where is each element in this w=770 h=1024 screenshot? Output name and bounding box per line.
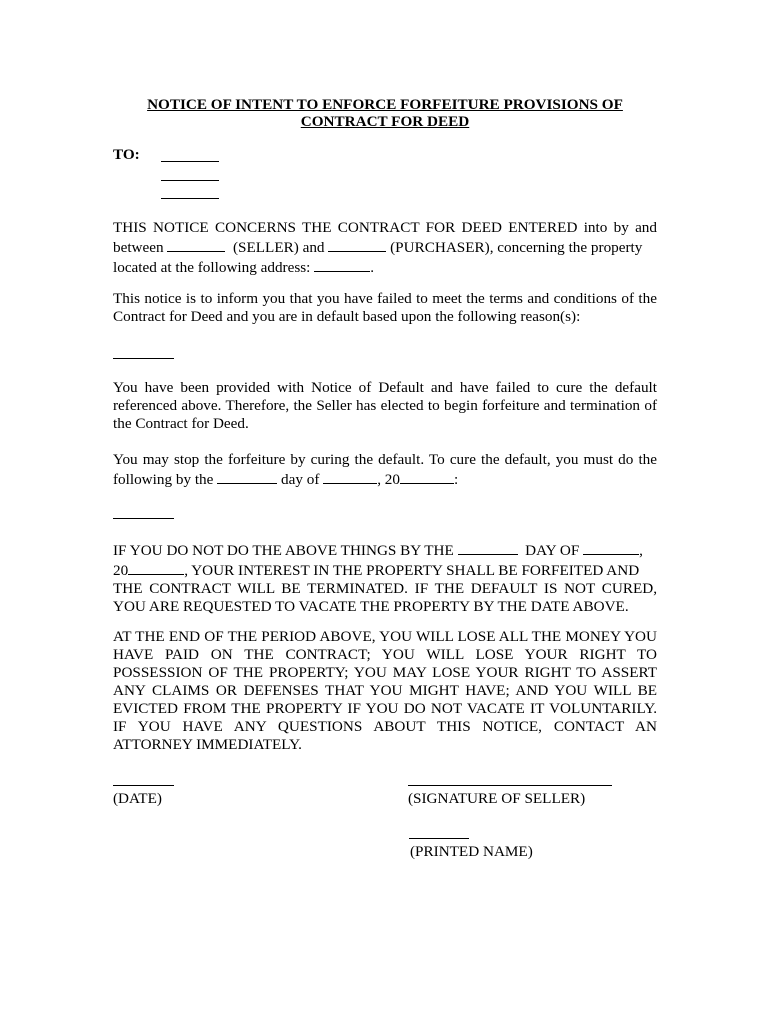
default-notice-paragraph [113, 290, 657, 326]
recipient-blank-2[interactable] [161, 180, 219, 181]
cure-colon: : [453, 471, 459, 488]
to-label: TO: [113, 146, 140, 163]
consequences-line-5: EVICTED FROM THE PROPERTY IF YOU DO NOT VACATE IT VOLUNTARILY. [113, 700, 657, 717]
notice-of-default-paragraph [113, 379, 657, 433]
printed-name-label: (PRINTED NAME) [410, 843, 533, 860]
warning-text-b: , YOUR INTEREST IN THE PROPERTY SHALL BE FORFEITED AND [184, 562, 640, 579]
document-title-line-1: NOTICE OF INTENT TO ENFORCE FORFEITURE PROVISIONS OF [147, 96, 623, 113]
contract-line-1: THIS NOTICE CONCERNS THE CONTRACT FOR DEED ENTERED into by and [113, 219, 657, 236]
warning-line-4: YOU ARE REQUESTED TO VACATE THE PROPERTY BY THE DATE ABOVE. [113, 598, 629, 615]
consequences-line-3: POSSESSION OF THE PROPERTY; YOU MAY LOSE YOUR RIGHT TO ASSERT [113, 664, 657, 681]
warning-text-a: IF YOU DO NOT DO THE ABOVE THINGS BY THE [113, 542, 454, 559]
printed-name-line[interactable] [409, 838, 469, 839]
consequences-line-2: HAVE PAID ON THE CONTRACT; YOU WILL LOSE YOUR RIGHT TO [113, 646, 657, 663]
default-line-2: Contract for Deed and you are in default based upon the following reason(s): [113, 308, 581, 325]
forfeit-year-blank[interactable] [128, 560, 184, 575]
property-address-blank[interactable] [314, 257, 370, 272]
warning-comma: , [639, 542, 643, 559]
consequences-paragraph [113, 628, 657, 754]
consequences-line-1: AT THE END OF THE PERIOD ABOVE, YOU WILL LOSE ALL THE MONEY YOU [113, 628, 657, 645]
purchaser-name-blank[interactable] [328, 237, 386, 252]
seller-signature-line[interactable] [408, 785, 612, 786]
consequences-line-6: IF YOU HAVE ANY QUESTIONS ABOUT THIS NOTICE, CONTACT AN [113, 718, 657, 735]
following-by-text: following by the [113, 471, 214, 488]
between-text: between [113, 239, 164, 256]
cure-month-blank[interactable] [323, 469, 377, 484]
address-label-text: located at the following address: [113, 259, 311, 276]
notice-line-2: referenced above. Therefore, the Seller has elected to begin forfeiture and termination of [113, 397, 657, 414]
contract-line-3 [113, 257, 657, 277]
consequences-line-4: ANY CLAIMS OR DEFENSES THAT YOU MIGHT HAVE; AND YOU WILL BE [113, 682, 657, 699]
forfeit-month-blank[interactable] [583, 540, 639, 555]
warning-line-1 [113, 540, 657, 560]
cure-paragraph [113, 451, 657, 489]
address-period: . [370, 259, 374, 276]
consequences-line-7: ATTORNEY IMMEDIATELY. [113, 736, 302, 753]
cure-line-1: You may stop the forfeiture by curing the default. To cure the default, you must do the [113, 451, 657, 468]
seller-name-blank[interactable] [167, 237, 225, 252]
day-of-text: day of [281, 471, 320, 488]
warning-line-3: THE CONTRACT WILL BE TERMINATED. IF THE DEFAULT IS NOT CURED, [113, 580, 657, 597]
seller-text: (SELLER) and [233, 239, 325, 256]
recipient-blank-3[interactable] [161, 198, 219, 199]
warning-paragraph [113, 540, 657, 616]
purchaser-text: (PURCHASER), concerning the property [390, 239, 643, 256]
default-reasons-blank[interactable] [113, 358, 174, 359]
forfeit-day-blank[interactable] [458, 540, 518, 555]
contract-paragraph [113, 219, 657, 277]
warning-line-2 [113, 560, 657, 580]
recipient-blank-1[interactable] [161, 161, 219, 162]
contract-line-2 [113, 237, 657, 257]
notice-line-1: You have been provided with Notice of Default and have failed to cure the default [113, 379, 657, 396]
warning-day-of-text: DAY OF [525, 542, 580, 559]
date-signature-line[interactable] [113, 785, 174, 786]
seller-signature-label: (SIGNATURE OF SELLER) [408, 790, 586, 807]
warning-year-prefix: 20 [113, 562, 129, 579]
default-line-1: This notice is to inform you that you have failed to meet the terms and conditions of the [113, 290, 657, 307]
notice-line-3: the Contract for Deed. [113, 415, 249, 432]
year-prefix-text: , 20 [377, 471, 400, 488]
document-title-line-2: CONTRACT FOR DEED [300, 113, 470, 130]
date-label: (DATE) [113, 790, 162, 807]
cure-year-blank[interactable] [400, 469, 454, 484]
cure-actions-blank[interactable] [113, 518, 174, 519]
cure-day-blank[interactable] [217, 469, 277, 484]
cure-line-2 [113, 469, 657, 489]
